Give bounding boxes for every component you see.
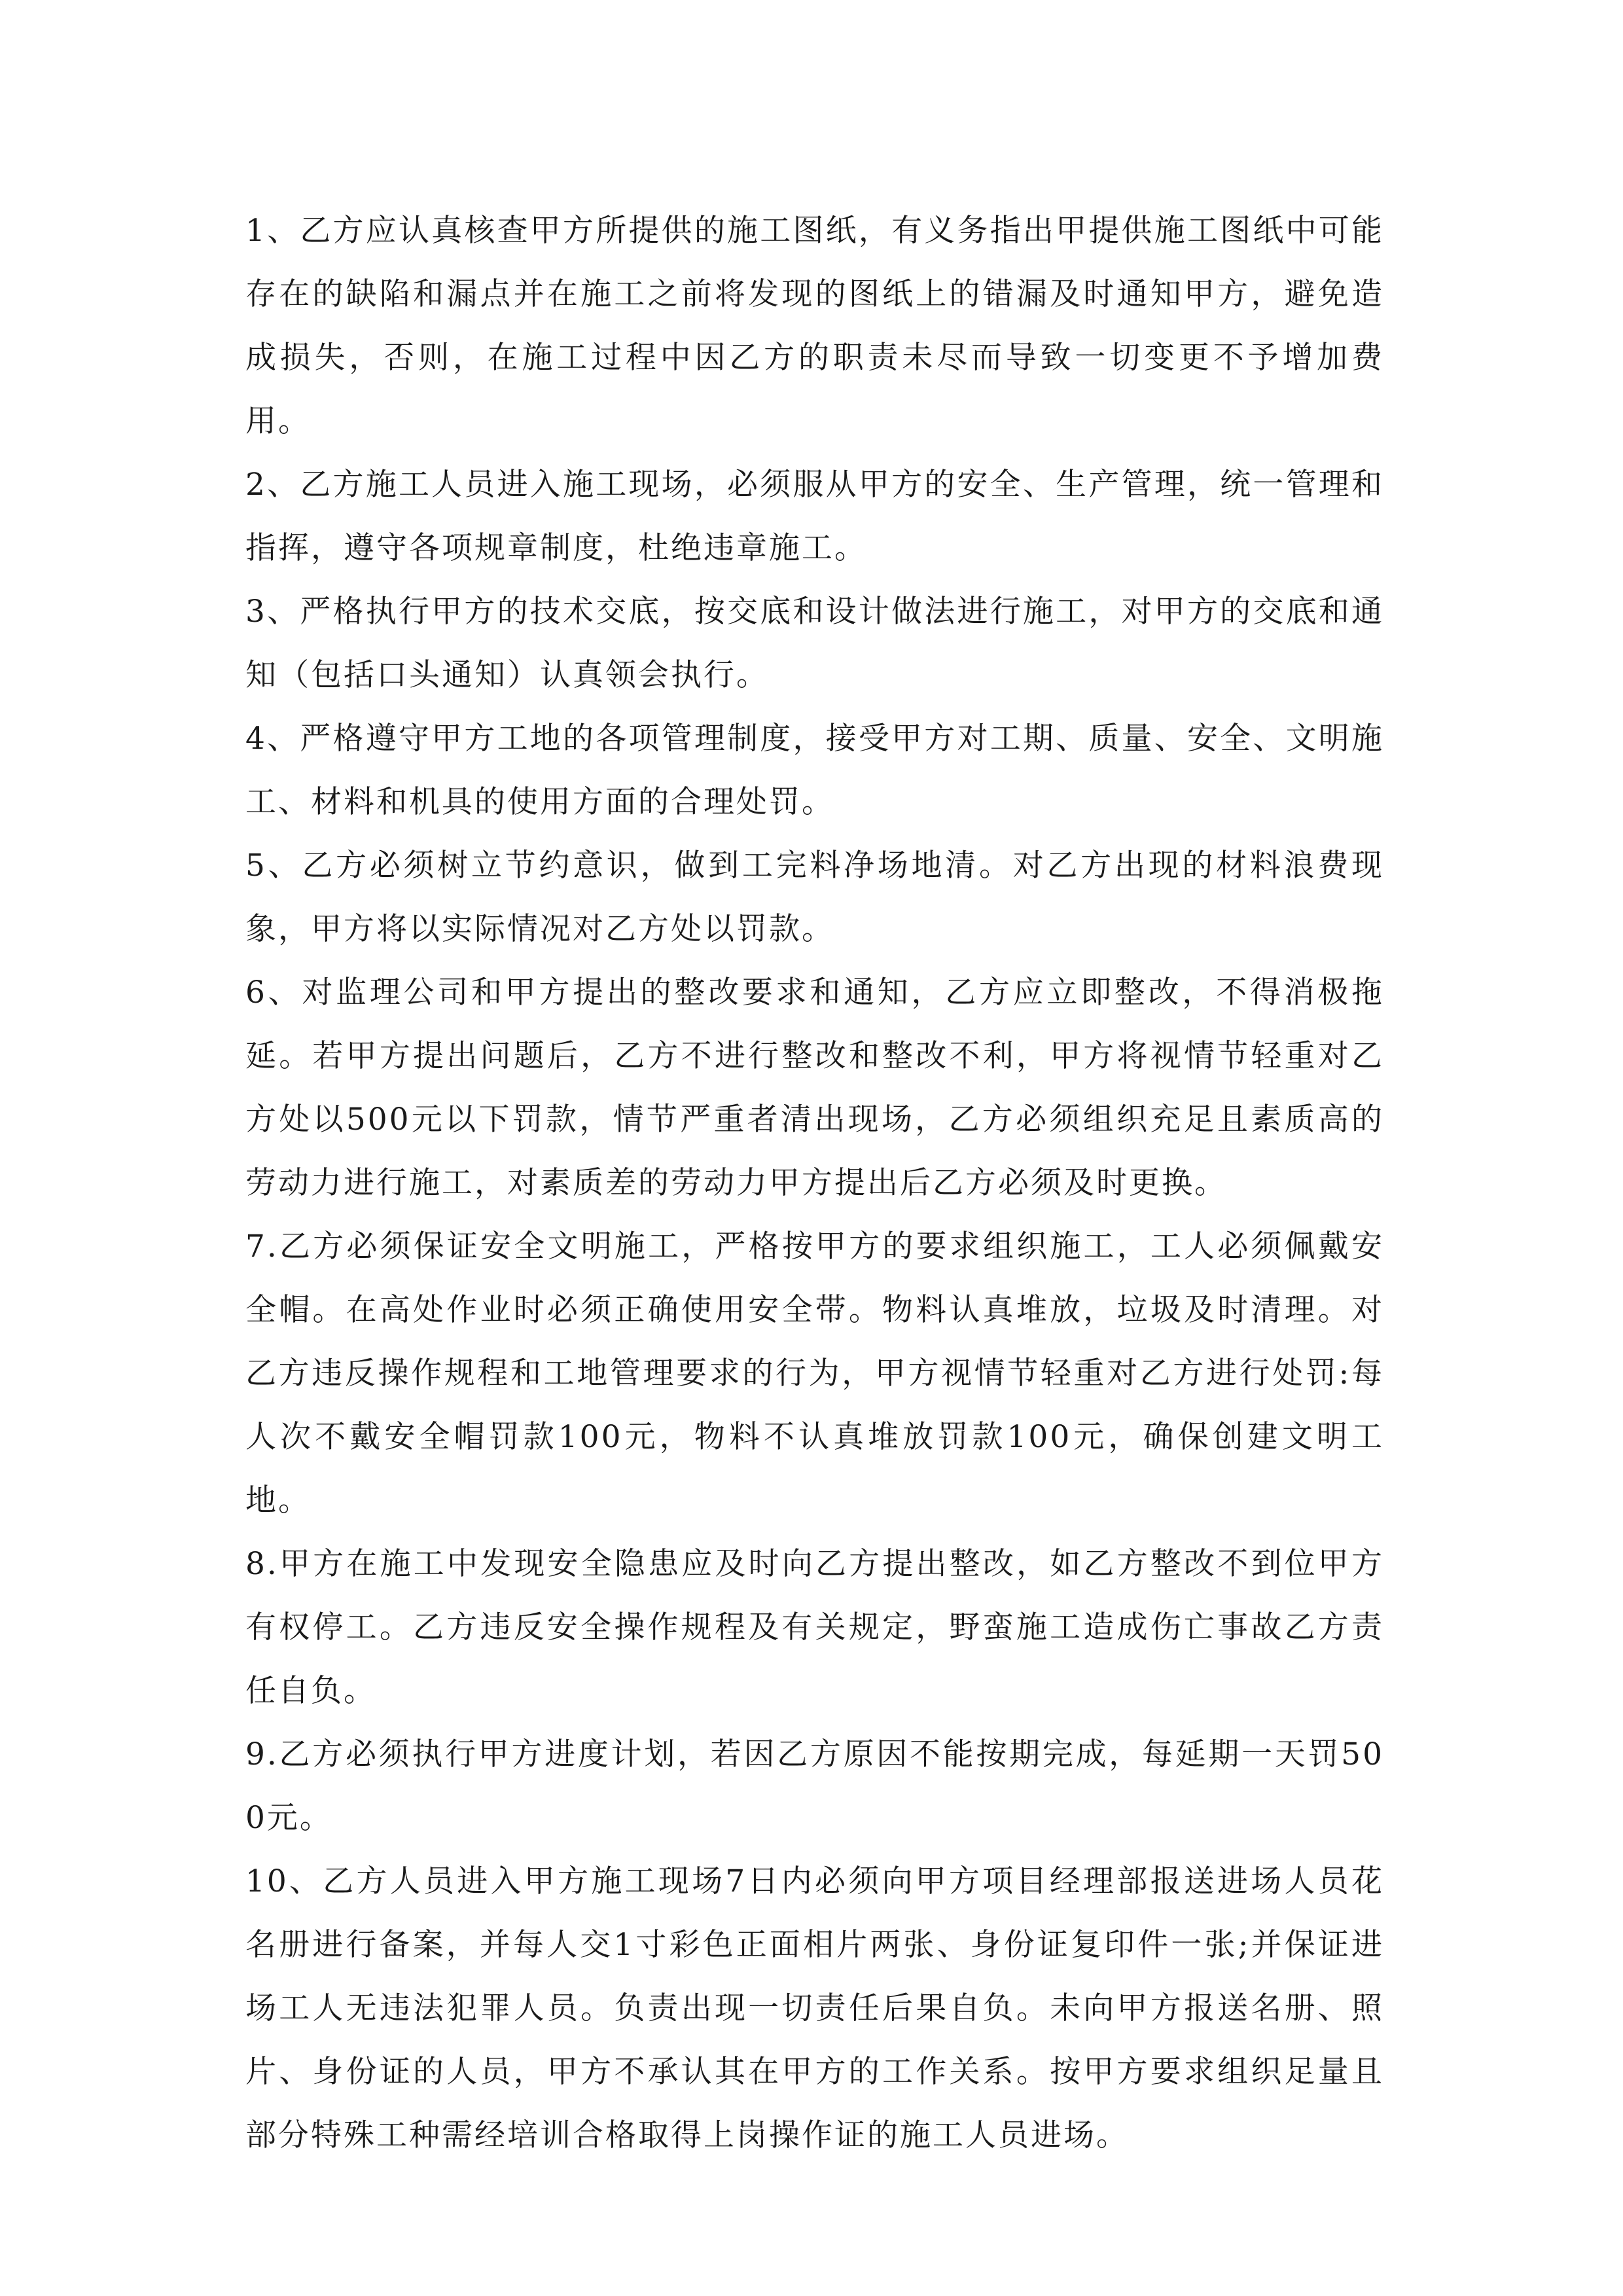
- clause-3: 3、严格执行甲方的技术交底，按交底和设计做法进行施工，对甲方的交底和通知（包括口头通知）认真领会执行。: [245, 594, 1384, 693]
- clause-4: 4、严格遵守甲方工地的各项管理制度，接受甲方对工期、质量、安全、文明施工、材料和机具的使用方面的合理处罚。: [245, 721, 1384, 820]
- clause-10: 10、乙方人员进入甲方施工现场7日内必须向甲方项目经理部报送进场人员花名册进行备案，并每人交1寸彩色正面相片两张、身份证复印件一张;并保证进场工人无违法犯罪人员。负责出现一切责任后果自负。未向甲方报送名册、照片、身份证的人员，甲方不承认其在甲方的工作关系。按甲方要求组织足量且部分特殊工种需经培训合格取得上岗操作证的施工人员进场。: [245, 1863, 1384, 2153]
- clause-2: 2、乙方施工人员进入施工现场，必须服从甲方的安全、生产管理，统一管理和指挥，遵守各项规章制度，杜绝违章施工。: [245, 467, 1384, 566]
- clause-6: 6、对监理公司和甲方提出的整改要求和通知，乙方应立即整改，不得消极拖延。若甲方提出问题后，乙方不进行整改和整改不利，甲方将视情节轻重对乙方处以500元以下罚款，情节严重者清出现场，乙方必须组织充足且素质高的劳动力进行施工，对素质差的劳动力甲方提出后乙方必须及时更换。: [245, 975, 1384, 1201]
- clause-1: 1、乙方应认真核查甲方所提供的施工图纸，有义务指出甲提供施工图纸中可能存在的缺陷和漏点并在施工之前将发现的图纸上的错漏及时通知甲方，避免造成损失，否则，在施工过程中因乙方的职责未尽而导致一切变更不予增加费用。: [245, 213, 1384, 439]
- clause-7: 7.乙方必须保证安全文明施工，严格按甲方的要求组织施工，工人必须佩戴安全帽。在高处作业时必须正确使用安全带。物料认真堆放，垃圾及时清理。对乙方违反操作规程和工地管理要求的行为，甲方视情节轻重对乙方进行处罚:每人次不戴安全帽罚款100元，物料不认真堆放罚款100元，确保创建文明工地。: [245, 1229, 1384, 1518]
- clause-5: 5、乙方必须树立节约意识，做到工完料净场地清。对乙方出现的材料浪费现象，甲方将以实际情况对乙方处以罚款。: [245, 848, 1384, 947]
- clause-9: 9.乙方必须执行甲方进度计划，若因乙方原因不能按期完成，每延期一天罚500元。: [245, 1736, 1384, 1836]
- document-body: [245, 199, 1384, 2167]
- clause-8: 8.甲方在施工中发现安全隐患应及时向乙方提出整改，如乙方整改不到位甲方有权停工。乙方违反安全操作规程及有关规定，野蛮施工造成伤亡事故乙方责任自负。: [245, 1546, 1384, 1709]
